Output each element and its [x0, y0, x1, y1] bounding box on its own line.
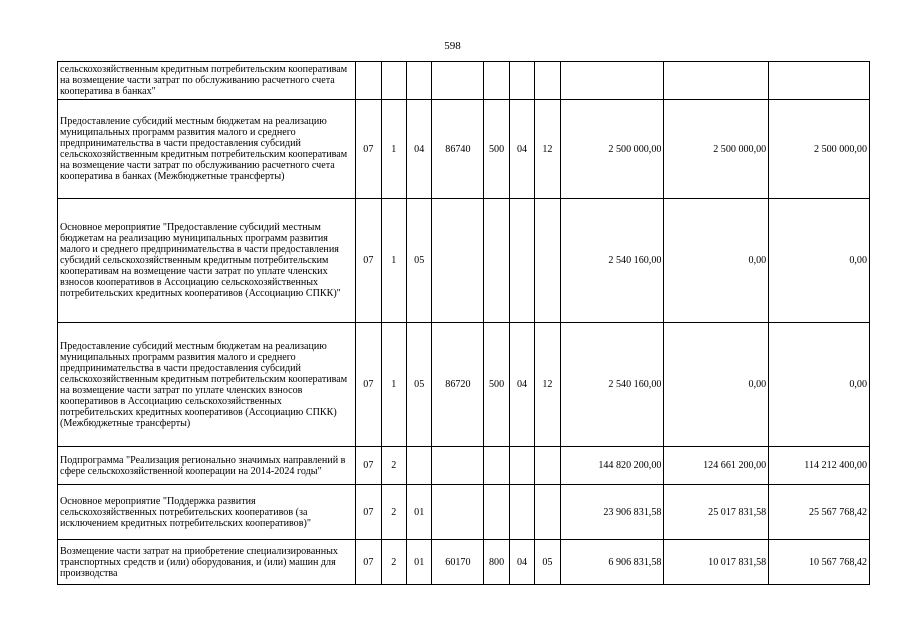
cell-code-3: 05	[407, 323, 432, 447]
row-description: Предоставление субсидий местным бюджетам на реализацию муниципальных программ развития малого и среднего предпринимательства в части предоставления субсидий сельскохозяйственным кредитным потребительским кооперативам на возмещение части затрат по уплате членских взносов кооперативов в Ассоциацию сельскохозяйственных потребительских кредитных кооперативов (Ассоциацию СПКК) (Межбюджетные трансферты)	[58, 323, 356, 447]
row-description: Основное мероприятие "Предоставление субсидий местным бюджетам на реализацию муниципальных программ развития малого и среднего предпринимательства в части предоставления субсидий сельскохозяйственным кредитным потребительским кооперативам на возмещение части затрат по уплате членских взносов кооперативов в Ассоциацию сельскохозяйственных потребительских кредитных кооперативов (Ассоциацию СПКК)"	[58, 199, 356, 323]
cell-code-1	[356, 62, 381, 100]
cell-code-4	[432, 199, 484, 323]
cell-code-7: 05	[535, 540, 560, 585]
cell-amount-1: 23 906 831,58	[560, 485, 664, 540]
cell-code-3	[407, 62, 432, 100]
cell-code-7	[535, 485, 560, 540]
cell-amount-1: 2 540 160,00	[560, 199, 664, 323]
cell-code-6: 04	[509, 100, 534, 199]
row-description: Основное мероприятие "Поддержка развития сельскохозяйственных потребительских кооперативов (за исключением кредитных потребительских кооперативов)"	[58, 485, 356, 540]
cell-amount-2	[664, 62, 769, 100]
cell-code-3	[407, 447, 432, 485]
cell-amount-3: 114 212 400,00	[769, 447, 870, 485]
cell-amount-1	[560, 62, 664, 100]
cell-code-3: 05	[407, 199, 432, 323]
cell-code-2: 2	[381, 447, 406, 485]
cell-amount-2: 2 500 000,00	[664, 100, 769, 199]
cell-code-4	[432, 447, 484, 485]
cell-amount-2: 10 017 831,58	[664, 540, 769, 585]
cell-code-5: 500	[484, 100, 509, 199]
cell-code-4	[432, 62, 484, 100]
row-description: Подпрограмма "Реализация регионально значимых направлений в сфере сельскохозяйственной кооперации на 2014-2024 годы"	[58, 447, 356, 485]
cell-code-1: 07	[356, 540, 381, 585]
row-description: Возмещение части затрат на приобретение специализированных транспортных средств и (или) оборудования, и (или) машин для производства	[58, 540, 356, 585]
cell-amount-3: 0,00	[769, 323, 870, 447]
table-row	[58, 62, 870, 100]
cell-code-1: 07	[356, 199, 381, 323]
cell-code-7	[535, 447, 560, 485]
cell-amount-1: 6 906 831,58	[560, 540, 664, 585]
table-row	[58, 485, 870, 540]
table-row	[58, 100, 870, 199]
budget-table	[57, 61, 870, 585]
table-row	[58, 540, 870, 585]
cell-code-1: 07	[356, 447, 381, 485]
cell-code-2: 1	[381, 199, 406, 323]
cell-amount-3: 25 567 768,42	[769, 485, 870, 540]
cell-code-2	[381, 62, 406, 100]
cell-code-2: 2	[381, 540, 406, 585]
cell-code-5: 800	[484, 540, 509, 585]
cell-code-6	[509, 485, 534, 540]
cell-amount-2: 124 661 200,00	[664, 447, 769, 485]
cell-code-3: 01	[407, 485, 432, 540]
cell-code-1: 07	[356, 485, 381, 540]
page-number: 598	[444, 40, 461, 52]
cell-code-2: 2	[381, 485, 406, 540]
row-description: Предоставление субсидий местным бюджетам на реализацию муниципальных программ развития малого и среднего предпринимательства в части предоставления субсидий сельскохозяйственным кредитным потребительским кооперативам на возмещение части затрат по обслуживанию расчетного счета кооператива в банках (Межбюджетные трансферты)	[58, 100, 356, 199]
cell-amount-3: 2 500 000,00	[769, 100, 870, 199]
cell-amount-2: 0,00	[664, 323, 769, 447]
cell-code-3: 01	[407, 540, 432, 585]
cell-code-5: 500	[484, 323, 509, 447]
cell-code-4: 86740	[432, 100, 484, 199]
cell-amount-3	[769, 62, 870, 100]
cell-amount-1: 2 540 160,00	[560, 323, 664, 447]
cell-amount-3: 0,00	[769, 199, 870, 323]
cell-code-4	[432, 485, 484, 540]
row-description: сельскохозяйственным кредитным потребительским кооперативам на возмещение части затрат по обслуживанию расчетного счета кооператива в банках"	[58, 62, 356, 100]
cell-code-1: 07	[356, 100, 381, 199]
cell-code-5	[484, 447, 509, 485]
cell-code-4: 86720	[432, 323, 484, 447]
cell-code-4: 60170	[432, 540, 484, 585]
cell-code-7: 12	[535, 323, 560, 447]
cell-code-6	[509, 447, 534, 485]
cell-amount-2: 0,00	[664, 199, 769, 323]
cell-code-2: 1	[381, 100, 406, 199]
table-row	[58, 323, 870, 447]
table-row	[58, 447, 870, 485]
cell-code-2: 1	[381, 323, 406, 447]
cell-code-7	[535, 62, 560, 100]
cell-code-6: 04	[509, 540, 534, 585]
cell-code-6	[509, 199, 534, 323]
cell-code-5	[484, 199, 509, 323]
cell-code-6: 04	[509, 323, 534, 447]
cell-code-5	[484, 485, 509, 540]
cell-code-6	[509, 62, 534, 100]
cell-amount-1: 2 500 000,00	[560, 100, 664, 199]
cell-code-5	[484, 62, 509, 100]
table-row	[58, 199, 870, 323]
cell-code-7	[535, 199, 560, 323]
cell-amount-2: 25 017 831,58	[664, 485, 769, 540]
cell-code-7: 12	[535, 100, 560, 199]
cell-code-1: 07	[356, 323, 381, 447]
cell-amount-1: 144 820 200,00	[560, 447, 664, 485]
cell-amount-3: 10 567 768,42	[769, 540, 870, 585]
cell-code-3: 04	[407, 100, 432, 199]
